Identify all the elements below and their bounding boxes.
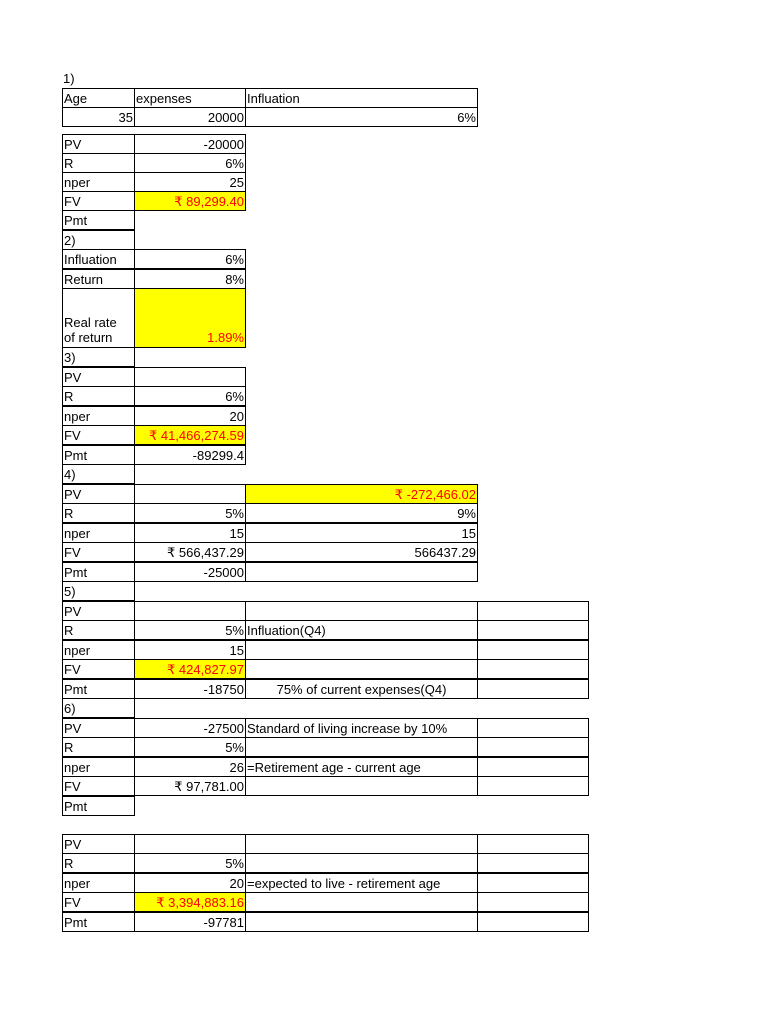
q2-return-label: Return xyxy=(62,269,135,289)
q2-return-value: 8% xyxy=(134,269,246,289)
q2-real-rate-label-line1: Real rate xyxy=(64,315,117,330)
q7-r-note xyxy=(245,853,478,873)
q6-fv-extra xyxy=(477,776,589,796)
q4-pmt-value: -25000 xyxy=(134,562,246,582)
q5-fv-label: FV xyxy=(62,659,135,679)
q6-fv-value: ₹ 97,781.00 xyxy=(134,776,246,796)
q5-nper-note xyxy=(245,640,478,660)
q3-r-value: 6% xyxy=(134,386,246,406)
q5-pv-extra xyxy=(477,601,589,621)
q5-fv-note xyxy=(245,659,478,679)
q7-pv-label: PV xyxy=(62,834,135,854)
q7-pv-value xyxy=(134,834,246,854)
q3-fv-label: FV xyxy=(62,425,135,445)
section-label-5: 5) xyxy=(62,581,135,601)
q7-r-label: R xyxy=(62,853,135,873)
section-label-4: 4) xyxy=(62,464,135,484)
q6-pv-note: Standard of living increase by 10% xyxy=(245,718,478,738)
section-label-1: 1) xyxy=(63,71,75,86)
q7-nper-note: =expected to live - retirement age xyxy=(245,873,478,893)
q5-fv-value: ₹ 424,827.97 xyxy=(134,659,246,679)
q4-fv-label: FV xyxy=(62,542,135,562)
q7-pmt-note xyxy=(245,912,478,932)
q1-r-label: R xyxy=(62,153,135,173)
q7-pv-note xyxy=(245,834,478,854)
q2-influation-label: Influation xyxy=(62,249,135,269)
q5-r-value: 5% xyxy=(134,620,246,640)
q6-pmt-label: Pmt xyxy=(62,796,135,816)
q6-r-note xyxy=(245,737,478,757)
q3-fv-value: ₹ 41,466,274.59 xyxy=(134,425,246,445)
q4-nper-value: 15 xyxy=(134,523,246,543)
q2-real-rate-label-line2: of return xyxy=(64,330,113,345)
q4-pv-right-value: ₹ -272,466.02 xyxy=(245,484,478,504)
header-influation: Influation xyxy=(245,88,478,108)
q1-r-value: 6% xyxy=(134,153,246,173)
q7-fv-extra xyxy=(477,892,589,912)
q5-r-extra xyxy=(477,620,589,640)
q5-nper-extra xyxy=(477,640,589,660)
q6-pv-label: PV xyxy=(62,718,135,738)
q5-r-label: R xyxy=(62,620,135,640)
q6-fv-label: FV xyxy=(62,776,135,796)
q1-pv-value: -20000 xyxy=(134,134,246,154)
q5-pmt-value: -18750 xyxy=(134,679,246,699)
q3-pv-label: PV xyxy=(62,367,135,387)
q1-fv-label: FV xyxy=(62,191,135,211)
q4-fv-value: ₹ 566,437.29 xyxy=(134,542,246,562)
section-label-6: 6) xyxy=(62,698,135,718)
q7-fv-note xyxy=(245,892,478,912)
q3-pv-value xyxy=(134,367,246,387)
q5-fv-extra xyxy=(477,659,589,679)
q7-fv-value: ₹ 3,394,883.16 xyxy=(134,892,246,912)
q6-pv-value: -27500 xyxy=(134,718,246,738)
q7-nper-extra xyxy=(477,873,589,893)
q4-r-value: 5% xyxy=(134,503,246,523)
q4-pmt-label: Pmt xyxy=(62,562,135,582)
q5-pmt-note: 75% of current expenses(Q4) xyxy=(245,679,478,699)
q6-fv-note xyxy=(245,776,478,796)
q1-nper-value: 25 xyxy=(134,172,246,192)
expenses-value: 20000 xyxy=(134,107,246,127)
q2-influation-value: 6% xyxy=(134,249,246,269)
q1-pv-label: PV xyxy=(62,134,135,154)
q6-nper-note: =Retirement age - current age xyxy=(245,757,478,777)
q7-pmt-extra xyxy=(477,912,589,932)
q6-pv-extra xyxy=(477,718,589,738)
q5-r-note: Influation(Q4) xyxy=(245,620,478,640)
q2-real-rate-value: 1.89% xyxy=(134,288,246,348)
section-label-3: 3) xyxy=(62,347,135,367)
q6-r-label: R xyxy=(62,737,135,757)
q6-nper-value: 26 xyxy=(134,757,246,777)
q4-fv-right-value: 566437.29 xyxy=(245,542,478,562)
q4-pmt-right-value xyxy=(245,562,478,582)
q1-nper-label: nper xyxy=(62,172,135,192)
q4-nper-label: nper xyxy=(62,523,135,543)
header-expenses: expenses xyxy=(134,88,246,108)
q5-pmt-extra xyxy=(477,679,589,699)
q4-r-label: R xyxy=(62,503,135,523)
header-age: Age xyxy=(62,88,135,108)
q6-nper-extra xyxy=(477,757,589,777)
q7-pmt-label: Pmt xyxy=(62,912,135,932)
q7-fv-label: FV xyxy=(62,892,135,912)
q3-r-label: R xyxy=(62,386,135,406)
q7-nper-value: 20 xyxy=(134,873,246,893)
q5-pv-value xyxy=(134,601,246,621)
q3-pmt-label: Pmt xyxy=(62,445,135,465)
q4-pv-label: PV xyxy=(62,484,135,504)
q1-pmt-label: Pmt xyxy=(62,210,135,230)
section-label-2: 2) xyxy=(62,230,135,250)
q4-nper-right-value: 15 xyxy=(245,523,478,543)
q5-nper-label: nper xyxy=(62,640,135,660)
age-value: 35 xyxy=(62,107,135,127)
influation-value: 6% xyxy=(245,107,478,127)
q5-pmt-label: Pmt xyxy=(62,679,135,699)
q7-r-extra xyxy=(477,853,589,873)
q7-pv-extra xyxy=(477,834,589,854)
q7-r-value: 5% xyxy=(134,853,246,873)
q5-nper-value: 15 xyxy=(134,640,246,660)
q3-nper-label: nper xyxy=(62,406,135,426)
q5-pv-label: PV xyxy=(62,601,135,621)
q7-pmt-value: -97781 xyxy=(134,912,246,932)
q6-r-extra xyxy=(477,737,589,757)
q2-real-rate-label xyxy=(62,288,135,348)
q3-pmt-value: -89299.4 xyxy=(134,445,246,465)
q3-nper-value: 20 xyxy=(134,406,246,426)
q6-r-value: 5% xyxy=(134,737,246,757)
q6-nper-label: nper xyxy=(62,757,135,777)
q4-r-right-value: 9% xyxy=(245,503,478,523)
q7-nper-label: nper xyxy=(62,873,135,893)
q5-pv-note xyxy=(245,601,478,621)
q4-pv-value xyxy=(134,484,246,504)
q1-fv-value: ₹ 89,299.40 xyxy=(134,191,246,211)
